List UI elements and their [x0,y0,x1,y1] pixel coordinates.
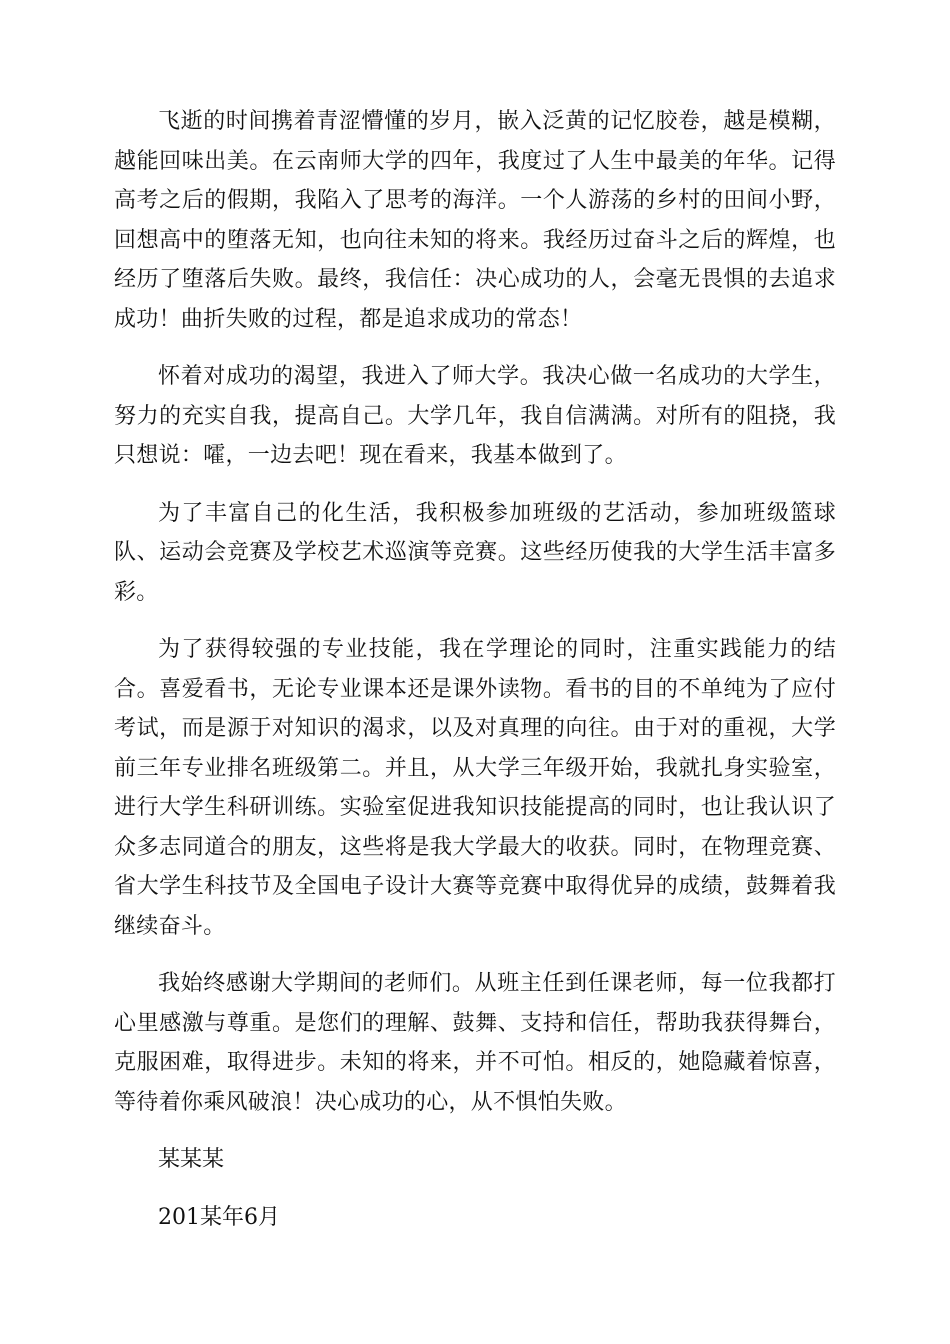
signature-date: 201某年6月 [158,1204,280,1230]
document-body [114,102,836,1255]
paragraph-ambition: 怀着对成功的渴望，我进入了师大学。我决心做一名成功的大学生，努力的充实自我，提高自己。大学几年，我自信满满。对所有的阻挠，我只想说：嚯，一边去吧！现在看来，我基本做到了。 [114,364,836,468]
paragraph-activities: 为了丰富自己的化生活，我积极参加班级的艺活动，参加班级篮球队、运动会竞赛及学校艺术巡演等竞赛。这些经历使我的大学生活丰富多彩。 [114,500,836,605]
paragraph-gratitude: 我始终感谢大学期间的老师们。从班主任到任课老师，每一位我都打心里感激与尊重。是您们的理解、鼓舞、支持和信任，帮助我获得舞台，克服困难，取得进步。未知的将来，并不可怕。相反的，她隐藏着惊喜，等待着你乘风破浪！决心成功的心，从不惧怕失败。 [114,971,836,1115]
paragraph-skills: 为了获得较强的专业技能，我在学理论的同时，注重实践能力的结合。喜爱看书，无论专业课本还是课外读物。看书的目的不单纯为了应付考试，而是源于对知识的渴求，以及对真理的向往。由于对的重视，大学前三年专业排名班级第二。并且，从大学三年级开始，我就扎身实验室，进行大学生科研训练。实验室促进我知识技能提高的同时，也让我认识了众多志同道合的朋友，这些将是我大学最大的收获。同时，在物理竞赛、省大学生科技节及全国电子设计大赛等竞赛中取得优异的成绩，鼓舞着我继续奋斗。 [114,637,836,939]
signature-name: 某某某 [158,1147,225,1172]
paragraph-intro: 飞逝的时间携着青涩懵懂的岁月，嵌入泛黄的记忆胶卷，越是模糊，越能回味出美。在云南师大学的四年，我度过了人生中最美的年华。记得高考之后的假期，我陷入了思考的海洋。一个人游荡的乡村的田间小野，回想高中的堕落无知，也向往未知的将来。我经历过奋斗之后的辉煌，也经历了堕落后失败。最终，我信任：决心成功的人，会毫无畏惧的去追求成功！曲折失败的过程，都是追求成功的常态！ [114,109,836,332]
